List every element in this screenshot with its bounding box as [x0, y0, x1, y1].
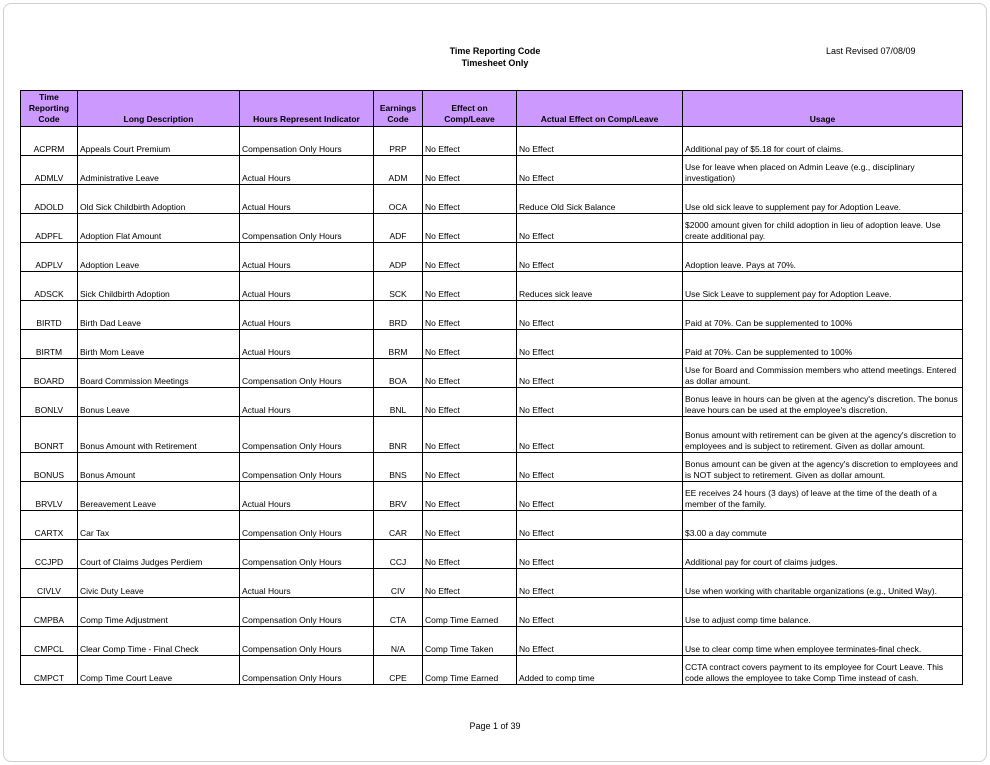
cell-earnings-code: BOA	[374, 359, 423, 388]
table-body	[21, 127, 963, 685]
cell-usage: Additional pay of $5.18 for court of claims.	[683, 127, 963, 156]
cell-long-description: Comp Time Court Leave	[78, 656, 240, 685]
cell-usage: Bonus amount with retirement can be given at the agency's discretion to employees and is subject to retirement. Given as dollar amount.	[683, 417, 963, 453]
cell-hours-indicator: Compensation Only Hours	[240, 656, 374, 685]
cell-long-description: Appeals Court Premium	[78, 127, 240, 156]
cell-usage: Use for Board and Commission members who attend meetings. Entered as dollar amount.	[683, 359, 963, 388]
cell-hours-indicator: Actual Hours	[240, 482, 374, 511]
cell-earnings-code: SCK	[374, 272, 423, 301]
cell-earnings-code: BNS	[374, 453, 423, 482]
cell-long-description: Old Sick Childbirth Adoption	[78, 185, 240, 214]
col-header-hours-indicator: Hours Represent Indicator	[240, 91, 374, 127]
cell-effect: No Effect	[423, 482, 517, 511]
cell-trc: CCJPD	[21, 540, 78, 569]
cell-hours-indicator: Actual Hours	[240, 569, 374, 598]
table-row	[21, 511, 963, 540]
cell-usage: Adoption leave. Pays at 70%.	[683, 243, 963, 272]
cell-usage: EE receives 24 hours (3 days) of leave at the time of the death of a member of the family.	[683, 482, 963, 511]
cell-usage: Bonus leave in hours can be given at the agency's discretion. The bonus leave hours can be used at the employee's discretion.	[683, 388, 963, 417]
cell-long-description: Civic Duty Leave	[78, 569, 240, 598]
table-row	[21, 453, 963, 482]
cell-hours-indicator: Compensation Only Hours	[240, 453, 374, 482]
cell-effect: No Effect	[423, 301, 517, 330]
cell-trc: ADMLV	[21, 156, 78, 185]
trc-table	[20, 90, 963, 685]
cell-long-description: Adoption Flat Amount	[78, 214, 240, 243]
cell-earnings-code: OCA	[374, 185, 423, 214]
cell-earnings-code: CPE	[374, 656, 423, 685]
title-line-1: Time Reporting Code	[449, 46, 541, 56]
table-row	[21, 127, 963, 156]
cell-effect: No Effect	[423, 453, 517, 482]
table-row	[21, 330, 963, 359]
cell-trc: ADPLV	[21, 243, 78, 272]
cell-hours-indicator: Compensation Only Hours	[240, 214, 374, 243]
cell-trc: BRVLV	[21, 482, 78, 511]
cell-hours-indicator: Compensation Only Hours	[240, 359, 374, 388]
cell-earnings-code: BNR	[374, 417, 423, 453]
cell-long-description: Clear Comp Time - Final Check	[78, 627, 240, 656]
cell-long-description: Car Tax	[78, 511, 240, 540]
cell-actual-effect: No Effect	[517, 598, 683, 627]
title-line-2: Timesheet Only	[461, 58, 529, 68]
cell-earnings-code: CCJ	[374, 540, 423, 569]
cell-trc: ACPRM	[21, 127, 78, 156]
cell-usage: $2000 amount given for child adoption in lieu of adoption leave. Use create additional pay.	[683, 214, 963, 243]
header-row	[21, 91, 963, 127]
cell-actual-effect: No Effect	[517, 388, 683, 417]
cell-hours-indicator: Actual Hours	[240, 272, 374, 301]
cell-earnings-code: CAR	[374, 511, 423, 540]
cell-effect: No Effect	[423, 540, 517, 569]
col-header-effect: Effect on Comp/Leave	[423, 91, 517, 127]
cell-usage: Use when working with charitable organizations (e.g., United Way).	[683, 569, 963, 598]
cell-long-description: Sick Childbirth Adoption	[78, 272, 240, 301]
cell-hours-indicator: Actual Hours	[240, 243, 374, 272]
cell-actual-effect: No Effect	[517, 482, 683, 511]
cell-trc: BIRTM	[21, 330, 78, 359]
cell-hours-indicator: Compensation Only Hours	[240, 127, 374, 156]
cell-usage: Paid at 70%. Can be supplemented to 100%	[683, 301, 963, 330]
cell-actual-effect: No Effect	[517, 156, 683, 185]
cell-long-description: Bonus Leave	[78, 388, 240, 417]
cell-hours-indicator: Actual Hours	[240, 185, 374, 214]
cell-hours-indicator: Compensation Only Hours	[240, 540, 374, 569]
table-row	[21, 301, 963, 330]
cell-usage: Use Sick Leave to supplement pay for Adoption Leave.	[683, 272, 963, 301]
cell-effect: No Effect	[423, 417, 517, 453]
cell-earnings-code: BRD	[374, 301, 423, 330]
table-row	[21, 627, 963, 656]
cell-trc: ADOLD	[21, 185, 78, 214]
cell-earnings-code: CTA	[374, 598, 423, 627]
cell-effect: No Effect	[423, 511, 517, 540]
cell-trc: BONUS	[21, 453, 78, 482]
cell-actual-effect: Reduce Old Sick Balance	[517, 185, 683, 214]
cell-trc: BONRT	[21, 417, 78, 453]
cell-effect: No Effect	[423, 156, 517, 185]
col-header-trc: Time Reporting Code	[21, 91, 78, 127]
cell-long-description: Adoption Leave	[78, 243, 240, 272]
cell-earnings-code: CIV	[374, 569, 423, 598]
cell-trc: CMPBA	[21, 598, 78, 627]
last-revised: Last Revised 07/08/09	[826, 46, 916, 56]
cell-long-description: Bereavement Leave	[78, 482, 240, 511]
cell-effect: No Effect	[423, 243, 517, 272]
cell-long-description: Birth Mom Leave	[78, 330, 240, 359]
cell-long-description: Comp Time Adjustment	[78, 598, 240, 627]
cell-usage: Use for leave when placed on Admin Leave (e.g., disciplinary investigation)	[683, 156, 963, 185]
cell-effect: No Effect	[423, 214, 517, 243]
cell-hours-indicator: Compensation Only Hours	[240, 598, 374, 627]
cell-long-description: Bonus Amount	[78, 453, 240, 482]
cell-hours-indicator: Actual Hours	[240, 330, 374, 359]
cell-long-description: Administrative Leave	[78, 156, 240, 185]
cell-usage: Paid at 70%. Can be supplemented to 100%	[683, 330, 963, 359]
cell-actual-effect: No Effect	[517, 127, 683, 156]
cell-usage: Bonus amount can be given at the agency's discretion to employees and is NOT subject to retirement. Given as dollar amount.	[683, 453, 963, 482]
cell-hours-indicator: Actual Hours	[240, 388, 374, 417]
table-row	[21, 272, 963, 301]
cell-hours-indicator: Compensation Only Hours	[240, 417, 374, 453]
cell-earnings-code: PRP	[374, 127, 423, 156]
cell-trc: ADPFL	[21, 214, 78, 243]
document-title	[395, 45, 595, 69]
cell-actual-effect: No Effect	[517, 243, 683, 272]
cell-effect: No Effect	[423, 569, 517, 598]
cell-trc: BOARD	[21, 359, 78, 388]
col-header-earnings-code: Earnings Code	[374, 91, 423, 127]
cell-earnings-code: ADP	[374, 243, 423, 272]
cell-actual-effect: No Effect	[517, 453, 683, 482]
cell-trc: CIVLV	[21, 569, 78, 598]
cell-effect: No Effect	[423, 359, 517, 388]
cell-effect: No Effect	[423, 272, 517, 301]
cell-long-description: Bonus Amount with Retirement	[78, 417, 240, 453]
cell-usage: Use to adjust comp time balance.	[683, 598, 963, 627]
cell-usage: Use to clear comp time when employee terminates-final check.	[683, 627, 963, 656]
cell-actual-effect: Added to comp time	[517, 656, 683, 685]
cell-long-description: Court of Claims Judges Perdiem	[78, 540, 240, 569]
table-row	[21, 156, 963, 185]
table-row	[21, 185, 963, 214]
cell-usage: CCTA contract covers payment to its employee for Court Leave. This code allows the employee to take Comp Time instead of cash.	[683, 656, 963, 685]
cell-effect: Comp Time Earned	[423, 656, 517, 685]
cell-effect: No Effect	[423, 388, 517, 417]
cell-usage: Use old sick leave to supplement pay for Adoption Leave.	[683, 185, 963, 214]
col-header-usage: Usage	[683, 91, 963, 127]
cell-effect: No Effect	[423, 127, 517, 156]
cell-actual-effect: Reduces sick leave	[517, 272, 683, 301]
cell-effect: No Effect	[423, 330, 517, 359]
cell-actual-effect: No Effect	[517, 214, 683, 243]
cell-trc: BIRTD	[21, 301, 78, 330]
table-row	[21, 417, 963, 453]
cell-long-description: Board Commission Meetings	[78, 359, 240, 388]
cell-hours-indicator: Compensation Only Hours	[240, 627, 374, 656]
cell-earnings-code: BNL	[374, 388, 423, 417]
page-number: Page 1 of 39	[469, 721, 521, 731]
cell-effect: Comp Time Taken	[423, 627, 517, 656]
col-header-actual-effect: Actual Effect on Comp/Leave	[517, 91, 683, 127]
cell-trc: CMPCL	[21, 627, 78, 656]
cell-actual-effect: No Effect	[517, 569, 683, 598]
cell-earnings-code: BRM	[374, 330, 423, 359]
cell-actual-effect: No Effect	[517, 540, 683, 569]
table-row	[21, 388, 963, 417]
col-header-long-description: Long Description	[78, 91, 240, 127]
table-row	[21, 540, 963, 569]
cell-long-description: Birth Dad Leave	[78, 301, 240, 330]
cell-trc: CARTX	[21, 511, 78, 540]
cell-trc: CMPCT	[21, 656, 78, 685]
table-row	[21, 482, 963, 511]
cell-actual-effect: No Effect	[517, 301, 683, 330]
table-row	[21, 214, 963, 243]
cell-trc: ADSCK	[21, 272, 78, 301]
cell-actual-effect: No Effect	[517, 330, 683, 359]
cell-earnings-code: BRV	[374, 482, 423, 511]
cell-actual-effect: No Effect	[517, 627, 683, 656]
cell-usage: $3.00 a day commute	[683, 511, 963, 540]
table-row	[21, 598, 963, 627]
table-row	[21, 569, 963, 598]
cell-actual-effect: No Effect	[517, 417, 683, 453]
cell-hours-indicator: Actual Hours	[240, 156, 374, 185]
cell-earnings-code: ADF	[374, 214, 423, 243]
cell-effect: No Effect	[423, 185, 517, 214]
cell-earnings-code: N/A	[374, 627, 423, 656]
cell-usage: Additional pay for court of claims judges.	[683, 540, 963, 569]
cell-earnings-code: ADM	[374, 156, 423, 185]
table-row	[21, 243, 963, 272]
cell-effect: Comp Time Earned	[423, 598, 517, 627]
cell-actual-effect: No Effect	[517, 359, 683, 388]
cell-actual-effect: No Effect	[517, 511, 683, 540]
cell-hours-indicator: Actual Hours	[240, 301, 374, 330]
table-row	[21, 359, 963, 388]
table-row	[21, 656, 963, 685]
cell-hours-indicator: Compensation Only Hours	[240, 511, 374, 540]
cell-trc: BONLV	[21, 388, 78, 417]
